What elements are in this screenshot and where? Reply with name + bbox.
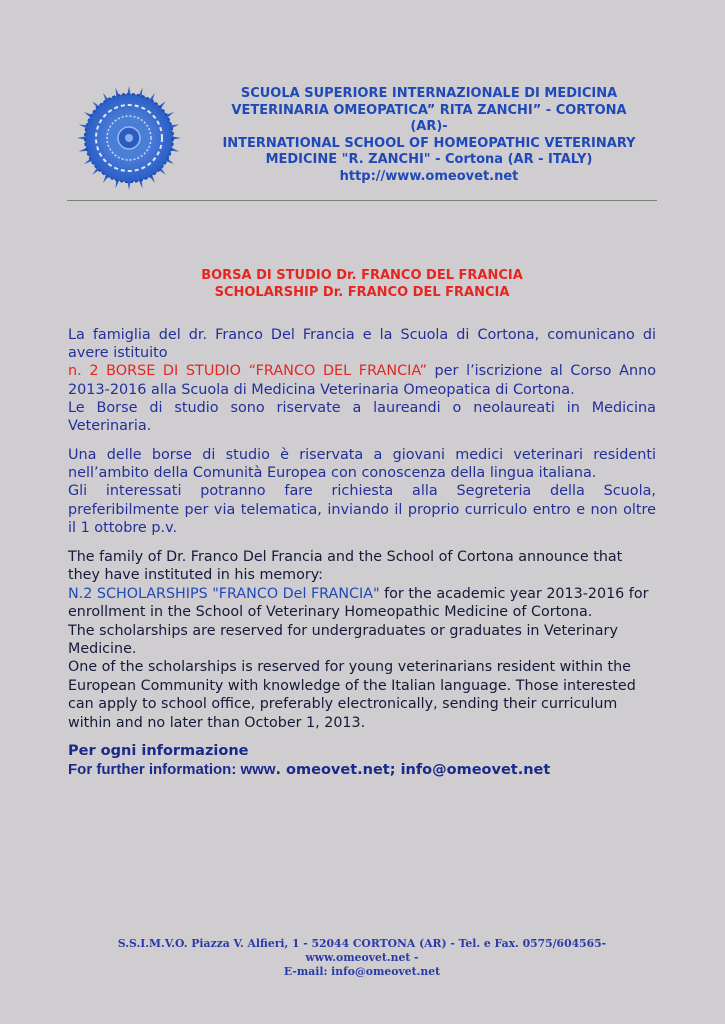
title-italian: BORSA DI STUDIO Dr. FRANCO DEL FRANCIA: [201, 268, 523, 283]
footer-email: E-mail: info@omeovet.net: [283, 965, 441, 978]
italian-paragraph-2: [68, 446, 656, 537]
english-intro: The family of Dr. Franco Del Francia and the School of Cortona announce that they have instituted in his memory:: [68, 549, 623, 584]
school-logo-icon: [68, 86, 190, 190]
info-label: For further information: www: [68, 761, 276, 778]
english-eligibility: The scholarships are reserved for undergraduates or graduates in Veterinary Medicine.: [68, 622, 618, 658]
page-footer: [67, 937, 657, 979]
header-line-5: MEDICINE "R. ZANCHI" - Cortona (AR - ITALY): [265, 152, 593, 167]
italian-application: Gli interessati potranno fare richiesta alla Segreteria della Scuola, preferibilmente per via telematica, inviando il proprio curriculo entro e non oltre il 1 ottobre p.v.: [68, 483, 656, 536]
italian-intro: La famiglia del dr. Franco Del Francia e la Scuola di Cortona, comunicano di avere istituito: [68, 327, 656, 362]
info-contacts-link[interactable]: . omeovet.net; info@omeovet.net: [275, 762, 551, 778]
english-course-text: for the academic year 2013-2016 for enrollment in the School of Veterinary Homeopathic Medicine of Cortona.: [68, 585, 649, 621]
header-line-3: (AR)-: [410, 119, 448, 134]
italian-eligibility: Le Borse di studio sono riservate a laureandi o neolaureati in Medicina Veterinaria.: [68, 399, 656, 435]
italian-residency: Una delle borse di studio è riservata a giovani medici veterinari residenti nell’ambito della Comunità Europea con conoscenza della lingua italiana.: [68, 447, 656, 482]
footer-address: S.S.I.M.V.O. Piazza V. Alfieri, 1 - 52044 CORTONA (AR) - Tel. e Fax. 0575/604565- www.omeovet.net -: [117, 937, 607, 964]
document-title: [67, 267, 657, 301]
title-english: SCHOLARSHIP Dr. FRANCO DEL FRANCIA: [214, 285, 510, 300]
english-paragraph: [68, 548, 656, 732]
info-heading: Per ogni informazione: [68, 743, 249, 759]
italian-paragraph-1: [68, 326, 656, 435]
header-divider: [67, 200, 657, 201]
header-line-4: INTERNATIONAL SCHOOL OF HOMEOPATHIC VETERINARY: [222, 135, 636, 151]
italian-course-text: per l’iscrizione al Corso Anno 2013-2016 alla Scuola di Medicina Veterinaria Omeopatica di Cortona.: [68, 363, 656, 398]
school-header: [205, 86, 653, 185]
header-line-1: SCUOLA SUPERIORE INTERNAZIONALE DI MEDICINA: [240, 86, 618, 101]
header-url-link[interactable]: http://www.omeovet.net: [339, 168, 519, 184]
italian-scholarship-count: n. 2 BORSE DI STUDIO “FRANCO DEL FRANCIA”: [68, 363, 427, 380]
contact-info: [68, 742, 656, 780]
english-residency-application: One of the scholarships is reserved for young veterinarians resident within the European Community with knowledge of the Italian language. Those interested can apply to school office, preferably electronically, sending their curriculum within and no later than October 1, 2013.: [68, 659, 636, 731]
english-scholarship-count: N.2 SCHOLARSHIPS "FRANCO Del FRANCIA": [68, 585, 380, 602]
header-line-2: VETERINARIA OMEOPATICA” RITA ZANCHI” - CORTONA: [231, 102, 627, 118]
